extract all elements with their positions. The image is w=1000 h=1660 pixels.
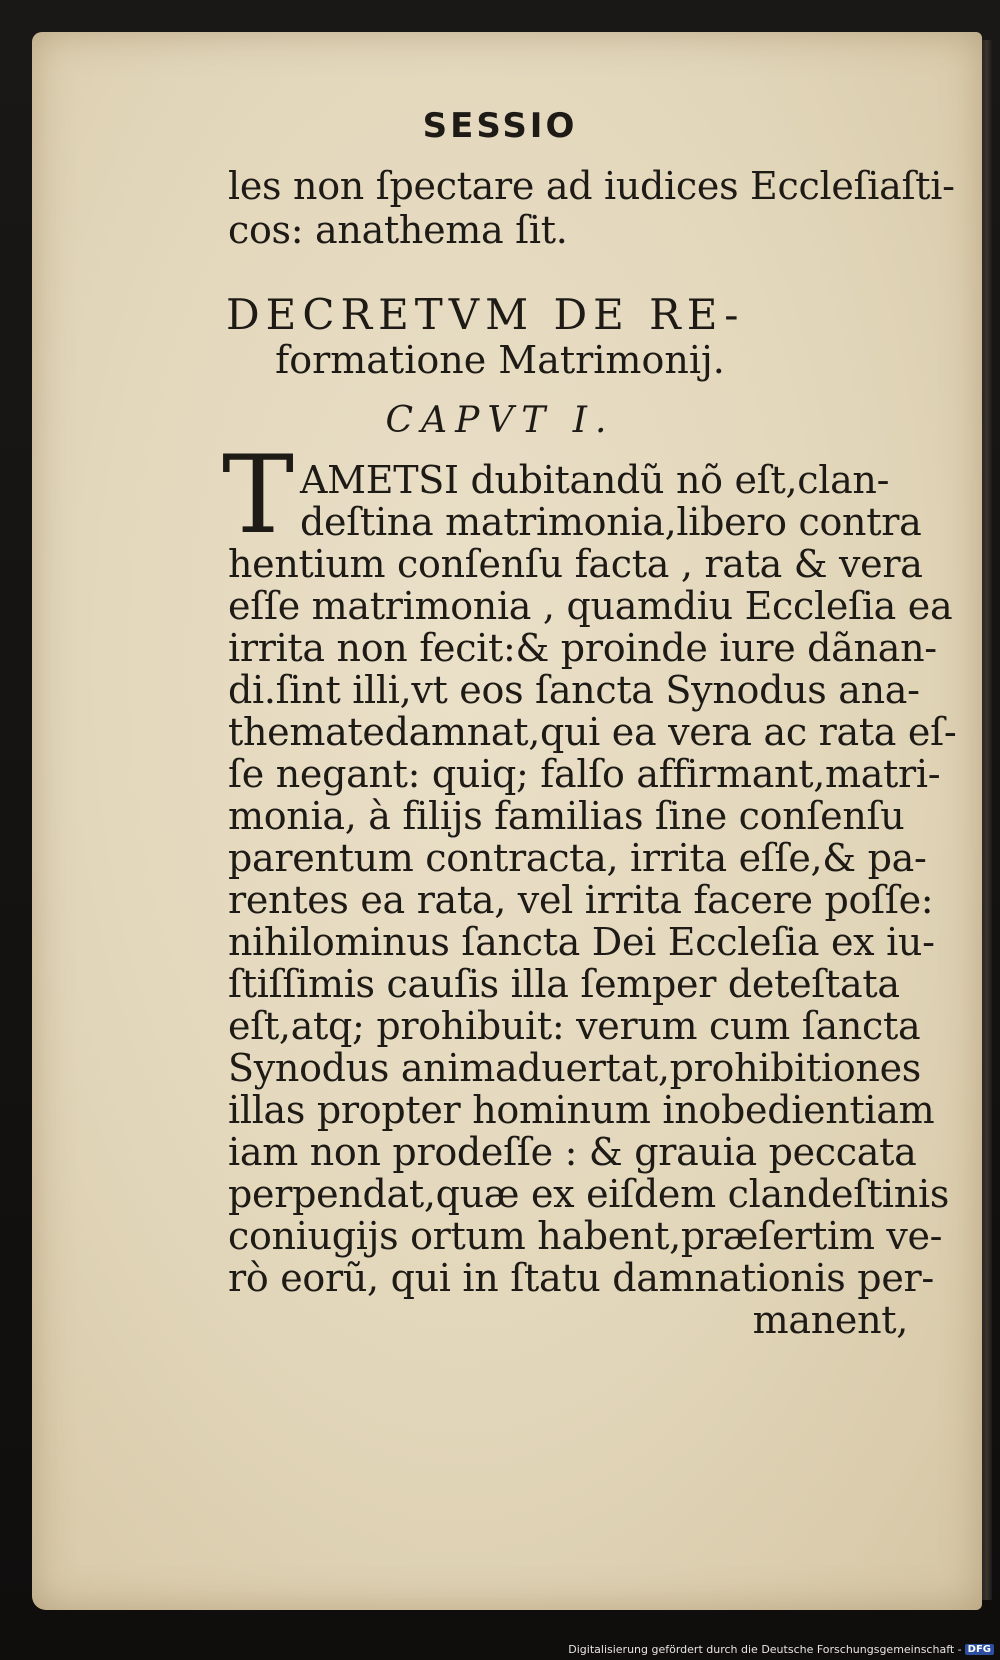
running-head: SESSIO: [422, 106, 578, 146]
credit-text: Digitalisierung gefördert durch die Deutsche Forschungsgemeinschaft -: [568, 1643, 962, 1656]
digitization-credit: [568, 1643, 994, 1656]
body-line-12: nihilominus ſancta Dei Eccleſia ex iu-: [228, 920, 935, 964]
body-line-2: deſtina matrimonia,libero contra: [300, 500, 922, 544]
body-line-18: perpendat,quæ ex eiſdem clandeſtinis: [228, 1172, 950, 1216]
body-line-20: rò eorũ, qui in ſtatu damnationis per-: [228, 1256, 934, 1300]
page-edge: [982, 40, 992, 1600]
body-line-17: iam non prodeſſe : & grauia peccata: [228, 1130, 917, 1174]
body-line-5: irrita non fecit:& proinde iure dãnan-: [228, 626, 937, 670]
chapter-label: CAPVT I.: [385, 400, 615, 441]
drop-cap: T: [222, 433, 295, 558]
body-line-11: rentes ea rata, vel irrita facere poſſe:: [228, 878, 934, 922]
body-line-19: coniugijs ortum habent,præſertim ve-: [228, 1214, 943, 1258]
intro-line-1: les non ſpectare ad iudices Eccleſiaſti-: [228, 164, 955, 208]
body-line-4: eſſe matrimonia , quamdiu Eccleſia ea: [228, 584, 953, 628]
body-line-9: monia, à filijs familias ſine conſenſu: [228, 794, 905, 838]
body-line-15: Synodus animaduertat,prohibitiones: [228, 1046, 921, 1090]
body-line-13: ſtiſſimis cauſis illa ſemper deteſtata: [228, 962, 900, 1006]
body-line-1: AMETSI dubitandũ nõ eſt,clan-: [300, 458, 890, 502]
decree-subheading: formatione Matrimonij.: [275, 338, 725, 382]
body-line-3: hentium conſenſu facta , rata & vera: [228, 542, 923, 586]
body-line-10: parentum contracta, irrita eſſe,& pa-: [228, 836, 927, 880]
intro-line-2: cos: anathema ſit.: [228, 208, 568, 252]
decree-heading: DECRETVM DE RE-: [226, 290, 745, 339]
catchword: manent,: [752, 1298, 908, 1342]
body-line-14: eſt,atq; prohibuit: verum cum ſancta: [228, 1004, 921, 1048]
body-line-8: ſe negant: quiq; falſo affirmant,matri-: [228, 752, 941, 796]
body-line-6: di.ſint illi,vt eos ſancta Synodus ana-: [228, 668, 920, 712]
dfg-logo: DFG: [965, 1644, 994, 1655]
body-line-16: illas propter hominum inobedientiam: [228, 1088, 935, 1132]
body-line-7: thematedamnat,qui ea vera ac rata eſ-: [228, 710, 957, 754]
